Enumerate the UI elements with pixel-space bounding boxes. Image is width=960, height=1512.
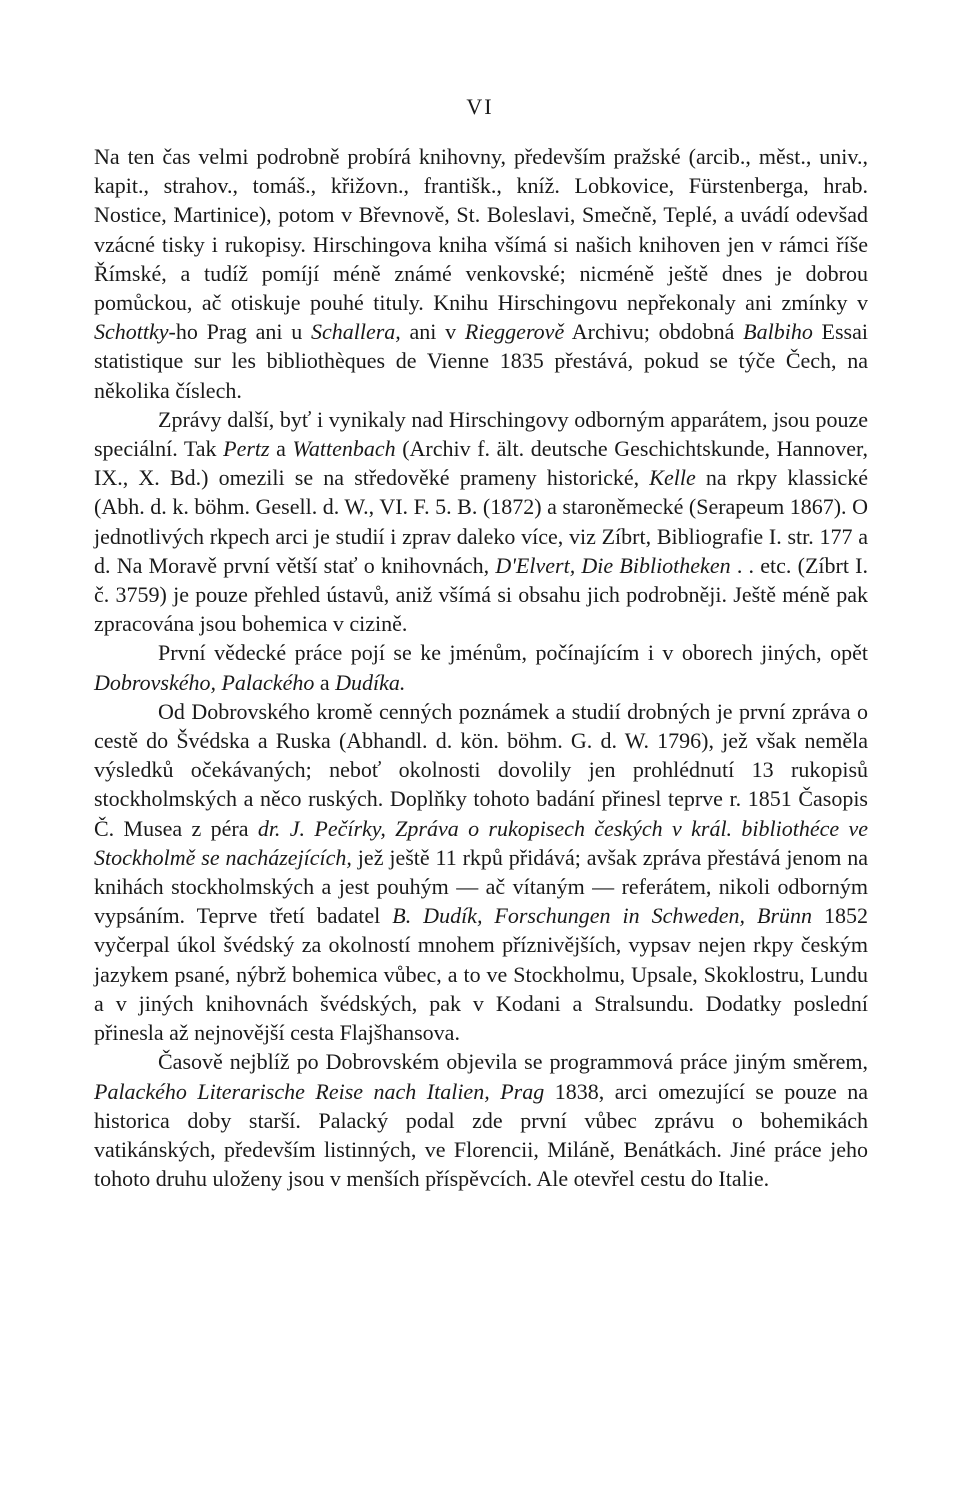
italic-citation: B. Dudík, Forschungen in Schweden, Brünn (392, 903, 813, 929)
italic-citation: Wattenbach (292, 436, 396, 462)
text-run: jež ještě 11 rkpů přidává; avšak zpráva přestává jenom na knihách stockholmských a jest pouhým — ač vítaným — referátem, nikoli odborným vypsáním. Teprve třetí badatel (94, 844, 868, 929)
italic-citation: D'Elvert, Die Bibliotheken (495, 552, 731, 578)
paragraph (94, 697, 868, 1047)
text-run: -ho Prag ani u (168, 319, 311, 345)
text-run: Archivu; obdobná (564, 319, 744, 345)
paragraph (94, 142, 868, 405)
paragraph (94, 405, 868, 639)
text-run: (Archiv f. ält. deutsche Geschichtskunde, Hannover, IX., X. Bd.) omezili se na středověké prameny historické, (94, 436, 869, 491)
italic-citation: Schottky (94, 319, 169, 345)
paragraph (94, 638, 868, 696)
italic-citation: Palackého Literarische Reise nach Italien, Prag (94, 1078, 545, 1104)
italic-citation: Schallera, (310, 319, 401, 345)
text-run: a (314, 669, 336, 695)
italic-citation: Balbiho (743, 319, 813, 345)
text-run: . . etc. (Zíbrt I. č. 3759) je pouze přehled ústavů, aniž všímá si obsahu jich podrobněji. Ještě méně pak zpracována jsou bohemica v cizině. (94, 552, 868, 637)
body-text (94, 142, 868, 1193)
text-run: Od Dobrovského kromě cenných poznámek a studií drobných je první zpráva o cestě do Švédska a Ruska (Abhandl. d. kön. böhm. G. d. W. 1796), jež však neměla výsledků očekávaných; neboť okolnosti dovolily jen prohlédnutí 13 rukopisů stockholmských a něco ruských. Doplňky tohoto badání přinesl teprve r. 1851 Časopis Č. Musea z péra (94, 698, 868, 841)
italic-citation: Dobrovského, Palackého (94, 669, 315, 695)
italic-citation: Kelle (649, 465, 696, 491)
paragraph (94, 1047, 868, 1193)
text-run: Zprávy další, byť i vynikaly nad Hirschingovy odborným apparátem, jsou pouze speciální. Tak (94, 406, 868, 462)
text-run: a (269, 436, 293, 462)
italic-citation: dr. J. Pečírky, Zpráva o rukopisech českých v král. bibliothéce ve Stockholmě se nacházejících, (94, 815, 869, 870)
text-run: ani v (400, 319, 465, 345)
text-run: na rkpy klassické (Abh. d. k. böhm. Gesell. d. W., VI. F. 5. B. (1872) a staroněmecké (Serapeum 1867). O jednotlivých rkpech arci je studií i zprav daleko více, viz Zíbrt, Bibliografie I. str. 177 a d. Na Moravě první větší stať o knihovnách, (94, 465, 869, 578)
text-run: 1852 vyčerpal úkol švédský za okolností mnohem příznivějších, vypsav nejen rkpy českým jazykem psané, nýbrž bohemica vůbec, a to ve Stockholmu, Upsale, Skoklostru, Lundu a v jiných knihovnách švédských, pak v Kodani a Stralsundu. Dodatky poslední přinesla až nejnovější cesta Flajšhansova. (94, 903, 869, 1046)
text-run: Časově nejblíž po Dobrovském objevila se programmová práce jiným směrem, (158, 1049, 868, 1075)
text-run: První vědecké práce pojí se ke jménům, počínajícím i v oborech jiných, opět (158, 640, 868, 666)
text-run: Essai statistique sur les bibliothèques de Vienne 1835 přestává, pokud se týče Čech, na několika číslech. (94, 319, 868, 403)
text-run: Na ten čas velmi podrobně probírá knihovny, především pražské (arcib., měst., univ., kapit., strahov., tomáš., křižovn., františk., kníž. Lobkovice, Fürstenberga, hrab. Nostice, Martinice), potom v Břevnově, St. Boleslavi, Smečně, Teplé, a uvádí odevšad vzácné tisky i rukopisy. Hirschingova kniha všímá si našich knihoven jen v rámci říše Římské, a tudíž pomíjí méně známé venkovské; nicméně ještě dnes je dobrou pomůckou, ač otiskuje pouhé tituly. Knihu Hirschingovu nepřekonaly ani zmínky v (94, 144, 868, 316)
italic-citation: Dudíka. (335, 669, 406, 695)
text-run: 1838, arci omezující se pouze na historica doby starší. Palacký podal zde první vůbec zprávu o bohemikách vatikánských, především listinných, ve Florencii, Miláně, Benátkách. Jiné práce jeho tohoto druhu uloženy jsou v menších příspěvcích. Ale otevřel cestu do Italie. (94, 1078, 868, 1192)
italic-citation: Rieggerově (464, 319, 565, 345)
italic-citation: Pertz (223, 436, 270, 462)
page-number: VI (466, 94, 494, 119)
